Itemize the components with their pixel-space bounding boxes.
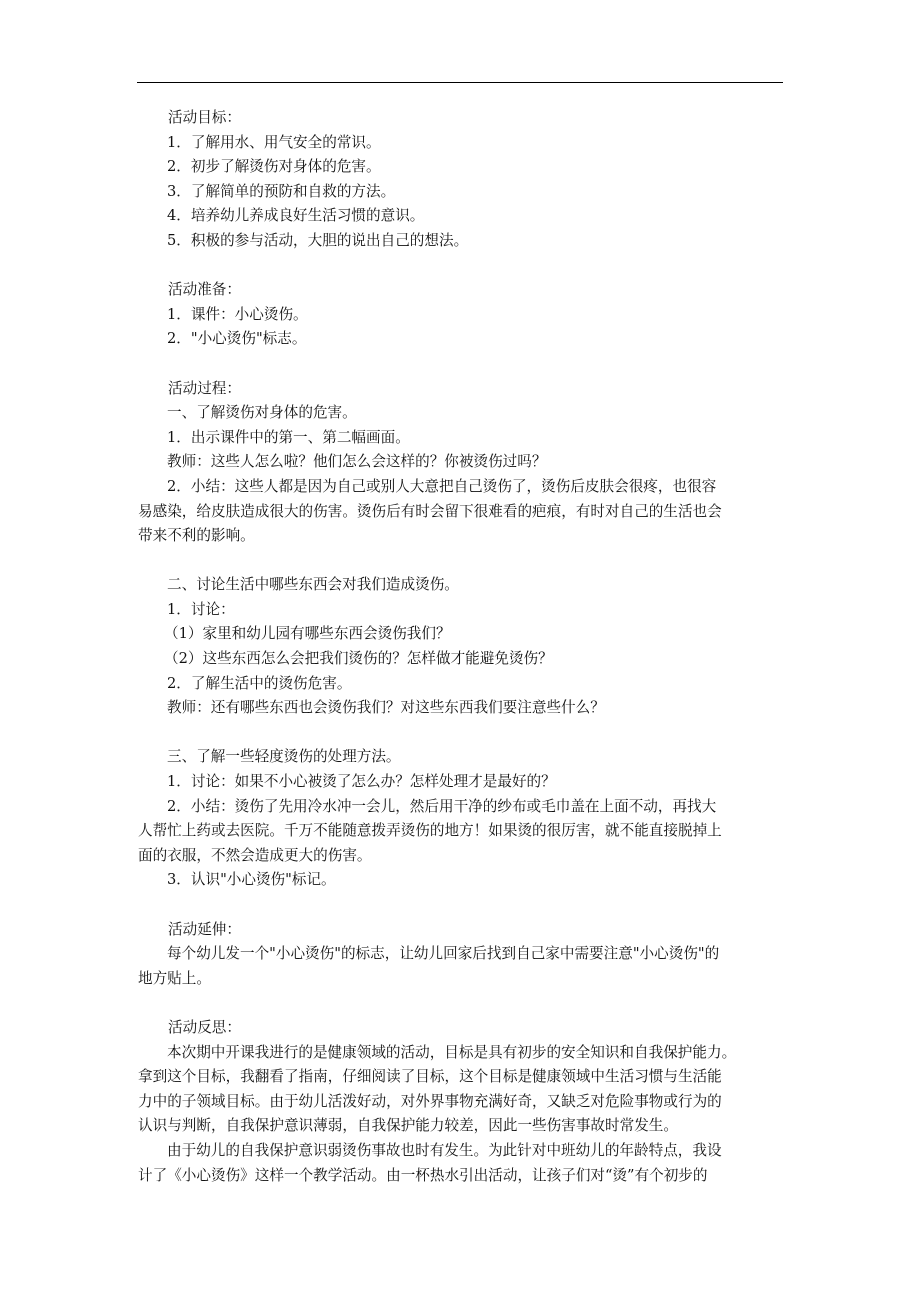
process-part2-line: 1．讨论： (167, 600, 235, 618)
process-part1-line: 易感染，给皮肤造成很大的伤害。烫伤后有时会留下很难看的疤痕，有时对自己的生活也会 (138, 502, 722, 520)
extension-heading: 活动延伸： (168, 920, 241, 938)
process-part3-title: 三、了解一些轻度烫伤的处理方法。 (167, 748, 401, 766)
goal-item: 3．了解简单的预防和自救的方法。 (167, 182, 396, 200)
reflection-line: 本次期中开课我进行的是健康领域的活动，目标是具有初步的安全知识和自我保护能力。 (167, 1043, 737, 1061)
process-part3-line: 3．认识"小心烫伤"标记。 (167, 871, 336, 889)
extension-line: 地方贴上。 (138, 969, 211, 987)
process-part3-line: 2．小结：烫伤了先用冷水冲一会儿，然后用干净的纱布或毛巾盖在上面不动，再找大 (167, 797, 717, 815)
process-part2-title: 二、讨论生活中哪些东西会对我们造成烫伤。 (167, 576, 459, 594)
process-part1-line: 带来不利的影响。 (138, 527, 255, 545)
reflection-line: 拿到这个目标，我翻看了指南，仔细阅读了目标，这个目标是健康领域中生活习惯与生活能 (138, 1068, 722, 1086)
process-part3-line: 面的衣服，不然会造成更大的伤害。 (138, 846, 372, 864)
process-part1-title: 一、了解烫伤对身体的危害。 (167, 404, 357, 422)
prep-item: 2．"小心烫伤"标志。 (167, 330, 307, 348)
process-part1-line: 1．出示课件中的第一、第二幅画面。 (167, 428, 410, 446)
goal-item: 1．了解用水、用气安全的常识。 (167, 133, 381, 151)
reflection-line: 由于幼儿的自我保护意识弱烫伤事故也时有发生。为此针对中班幼儿的年龄特点，我设 (167, 1141, 722, 1159)
process-part2-line: 教师：还有哪些东西也会烫伤我们？对这些东西我们要注意些什么？ (167, 699, 605, 717)
goals-heading: 活动目标： (168, 109, 241, 126)
reflection-line: 认识与判断，自我保护意识薄弱，自我保护能力较差，因此一些伤害事故时常发生。 (138, 1117, 678, 1135)
reflection-line: 力中的子领域目标。由于幼儿活泼好动，对外界事物充满好奇，又缺乏对危险事物或行为的 (138, 1092, 722, 1110)
prep-heading: 活动准备： (168, 281, 241, 299)
process-part3-line: 人帮忙上药或去医院。千万不能随意拨弄烫伤的地方！如果烫的很厉害，就不能直接脱掉上 (138, 822, 722, 840)
goal-item: 5．积极的参与活动，大胆的说出自己的想法。 (167, 231, 469, 249)
extension-line: 每个幼儿发一个"小心烫伤"的标志，让幼儿回家后找到自己家中需要注意"小心烫伤"的 (167, 945, 720, 963)
process-part3-line: 1．讨论：如果不小心被烫了怎么办？怎样处理才是最好的？ (167, 773, 556, 791)
reflection-line: 计了《小心烫伤》这样一个教学活动。由一杯热水引出活动，让孩子们对“烫”有个初步的 (138, 1166, 708, 1184)
prep-item: 1．课件：小心烫伤。 (167, 305, 308, 323)
process-part2-line: （2）这些东西怎么会把我们烫伤的？怎样做才能避免烫伤？ (164, 650, 553, 668)
goal-item: 4．培养幼儿养成良好生活习惯的意识。 (167, 207, 425, 225)
process-heading: 活动过程： (168, 379, 241, 397)
process-part2-line: （1）家里和幼儿园有哪些东西会烫伤我们？ (164, 625, 451, 643)
process-part1-line: 教师：这些人怎么啦？他们怎么会这样的？你被烫伤过吗？ (167, 453, 547, 471)
document-body (138, 106, 798, 1188)
reflection-heading: 活动反思： (168, 1018, 241, 1036)
process-part1-line: 2．小结：这些人都是因为自己或别人大意把自己烫伤了，烫伤后皮肤会很疼，也很容 (167, 477, 717, 495)
goal-item: 2．初步了解烫伤对身体的危害。 (167, 158, 381, 176)
process-part2-line: 2．了解生活中的烫伤危害。 (167, 674, 352, 692)
header-rule (137, 82, 783, 83)
